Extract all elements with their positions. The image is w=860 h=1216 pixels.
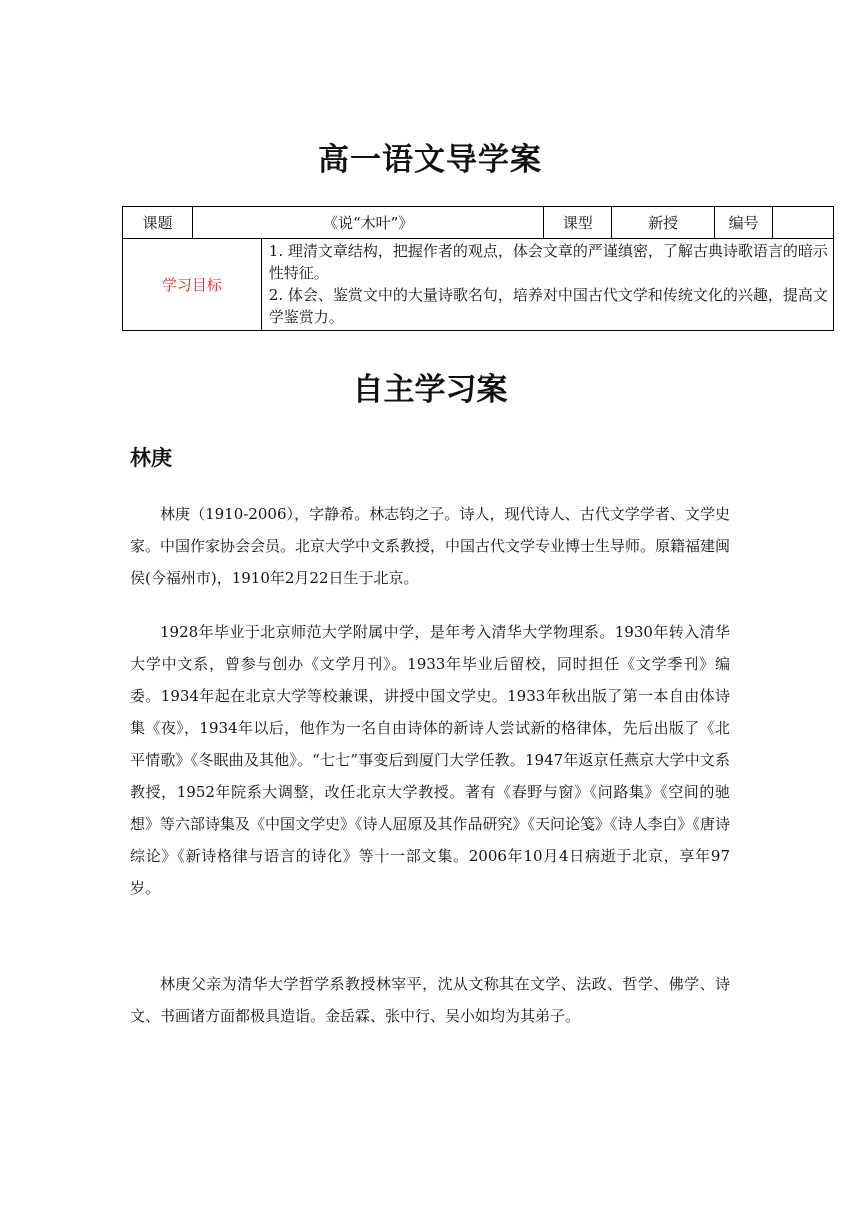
body-paragraph: 1928年毕业于北京师范大学附属中学，是年考入清华大学物理系。1930年转入清华大学中文系，曾参与创办《文学月刊》。1933年毕业后留校，同时担任《文学季刊》编委。1934年起在北京大学等校兼课，讲授中国文学史。1933年秋出版了第一本自由体诗集《夜》，1934年以后，他作为一名自由诗体的新诗人尝试新的格律体，先后出版了《北平情歌》《冬眠曲及其他》。“七七”事变后到厦门大学任教。1947年返京任燕京大学中文系教授，1952年院系大调整，改任北京大学教授。著有《春野与窗》《问路集》《空间的驰想》等六部诗集及《中国文学史》《诗人屈原及其作品研究》《天问论笺》《诗人李白》《唐诗综论》《新诗格律与语言的诗化》等十一部文集。2006年10月4日病逝于北京，享年97岁。 <box>130 623 731 897</box>
objectives-cell <box>261 239 833 331</box>
body-paragraph: 林庚父亲为清华大学哲学系教授林宰平，沈从文称其在文学、法政、哲学、佛学、诗文、书画诸方面都极具造诣。金岳霖、张中行、吴小如均为其弟子。 <box>130 975 730 1025</box>
objectives-label: 学习目标 <box>123 239 262 331</box>
objective-item: 2. 体会、鉴赏文中的大量诗歌名句，培养对中国古代文学和传统文化的兴趣，提高文学鉴赏力。 <box>268 286 828 326</box>
subheading: 林庚 <box>130 446 172 470</box>
lesson-info-table <box>122 206 834 331</box>
page-title: 高一语文导学案 <box>318 142 542 178</box>
objective-item: 1. 理清文章结构，把握作者的观点，体会文章的严谨缜密，了解古典诗歌语言的暗示性特征。 <box>268 242 828 282</box>
topic-value: 《说“木叶”》 <box>192 207 543 239</box>
number-value <box>773 207 834 239</box>
table-row <box>123 207 834 239</box>
table-row <box>123 239 834 331</box>
type-label: 课型 <box>544 207 612 239</box>
type-value: 新授 <box>612 207 715 239</box>
section-title: 自主学习案 <box>352 372 508 408</box>
body-paragraph: 林庚（1910-2006），字静希。林志钧之子。诗人，现代诗人、古代文学学者、文学史家。中国作家协会会员。北京大学中文系教授，中国古代文学专业博士生导师。原籍福建闽侯(今福州市)，1910年2月22日生于北京。 <box>130 505 731 587</box>
number-label: 编号 <box>715 207 773 239</box>
topic-label: 课题 <box>123 207 193 239</box>
